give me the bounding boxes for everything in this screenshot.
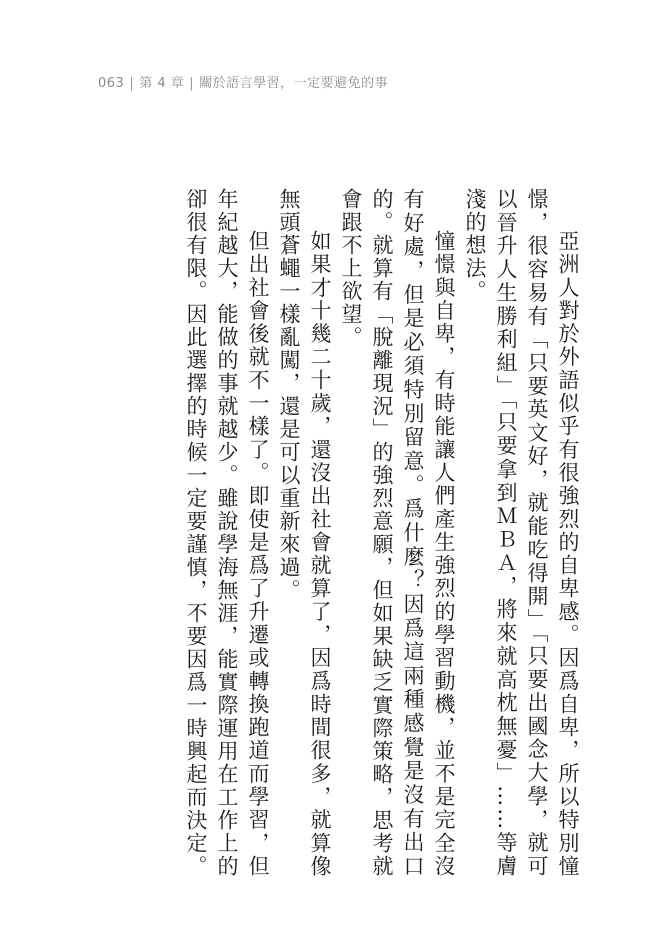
chapter-title: 關於語言學習，一定要避免的事 — [199, 76, 389, 91]
vertical-body-text — [184, 188, 583, 878]
paragraph: 如果才十幾二十歲，還沒出社會就算了，因爲時間很多，就算像無頭蒼蠅一樣亂闖，還是可以重新來過。 — [277, 188, 332, 878]
running-header — [98, 72, 388, 91]
page-number: 063 — [98, 76, 125, 91]
paragraph: 憧憬與自卑，有時能讓人們產生強烈的學習動機，並不是完全沒有好處，但是必須特別留意。爲什麼？因爲這兩種感覺是沒有出口的。就算有「脫離現況」的強烈意願，但如果缺乏實際策略，思考就會跟不上欲望。 — [339, 188, 456, 878]
header-divider: | — [189, 76, 195, 91]
paragraph: 亞洲人對於外語似乎有很強烈的自卑感。因爲自卑，所以特別憧憬，很容易有「只要英文好，就能吃得開」「只要出國念大學，就可以晉升人生勝利組」「只要拿到ＭＢＡ，將來就高枕無憂」……等膚淺的想法。 — [463, 188, 580, 878]
paragraph: 但出社會後就不一樣了。即使是爲了升遷或轉換跑道而學習，但年紀越大，能做的事就越少。雖說學海無涯，能實際運用在工作上的卻很有限。因此選擇的時候一定要謹慎，不要因爲一時興起而決定。 — [184, 188, 270, 878]
header-divider: | — [129, 76, 135, 91]
chapter-label: 第 4 章 — [139, 76, 185, 91]
